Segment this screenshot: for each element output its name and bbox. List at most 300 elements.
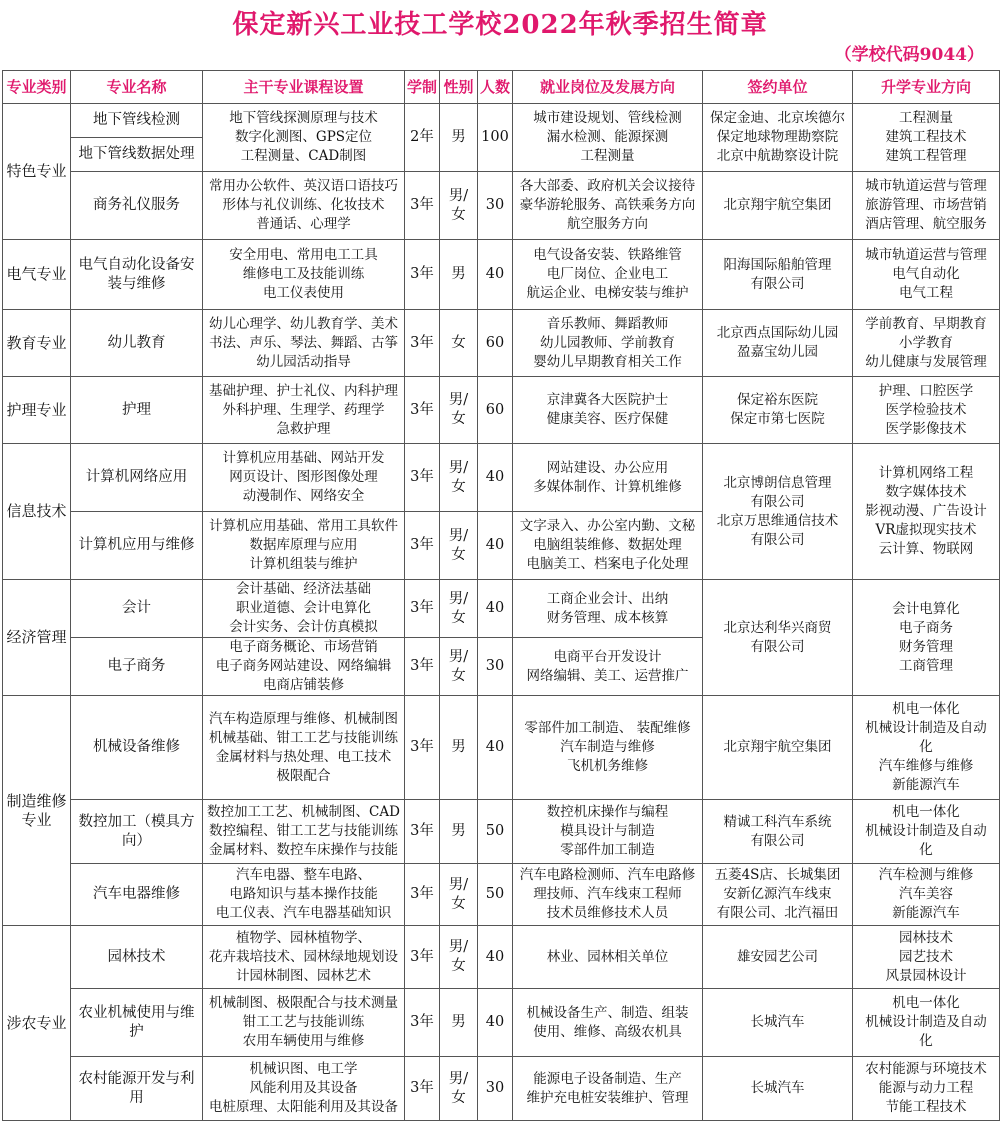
- count-cell: 30: [478, 172, 513, 240]
- partners-cell-line: 有限公司、北汽福田: [716, 905, 839, 921]
- partners-cell-line: 精诚工科汽车系统: [723, 813, 832, 830]
- jobs-cell-line: 航空服务方向: [567, 216, 648, 232]
- courses-cell: [203, 638, 405, 696]
- courses-cell-line: 数字化测图、GPS定位: [234, 129, 373, 145]
- partners-cell-line: 长城汽车: [750, 1080, 805, 1096]
- courses-cell-line: 网页设计、图形图像处理: [229, 469, 378, 485]
- further-cell-line: 医学影像技术: [885, 420, 967, 437]
- table-row: [3, 1057, 1000, 1121]
- years-cell: 3年: [405, 1057, 440, 1121]
- courses-cell-line: 机械制图、极限配合与技术测量: [209, 995, 398, 1011]
- courses-cell-line: 电路知识与基本操作技能: [229, 886, 378, 902]
- further-cell-line: 医学检验技术: [885, 401, 967, 418]
- partners-cell-line: 保定裕东医院: [737, 392, 818, 408]
- further-cell-line: 护理、口腔医学: [878, 382, 974, 399]
- partners-cell-line: 北京西点国际幼儿园: [716, 325, 839, 341]
- further-cell-line: 汽车检测与维修: [878, 867, 974, 883]
- partners-cell-line: 保定市第七医院: [730, 411, 825, 427]
- further-cell: [853, 580, 1000, 696]
- jobs-cell-line: 工程测量: [580, 148, 635, 164]
- courses-cell: [203, 310, 405, 377]
- courses-cell: [203, 989, 405, 1057]
- courses-cell-line: 机械识图、电工学: [249, 1061, 358, 1077]
- count-cell: 50: [478, 864, 513, 926]
- further-cell-line: 影视动漫、广告设计: [865, 503, 987, 519]
- jobs-cell-line: 零部件加工制造: [560, 842, 655, 858]
- jobs-cell-line: 各大部委、政府机关会议接待: [519, 178, 696, 194]
- partners-cell-line: 长城汽车: [750, 1014, 805, 1030]
- courses-cell-line: 会计基础、经济法基础: [236, 581, 371, 597]
- courses-cell-line: 数控编程、钳工工艺与技能训练: [209, 823, 398, 839]
- further-cell-line: 新能源汽车: [892, 905, 960, 921]
- courses-cell-line: 金属材料、数控车床操作与技能: [209, 842, 398, 858]
- jobs-cell-line: 林业、园林相关单位: [546, 948, 669, 965]
- courses-cell-line: 电桩原理、太阳能利用及其设备: [209, 1099, 398, 1115]
- further-cell-line: VR虚拟现实技术: [875, 522, 977, 538]
- count-cell: 40: [478, 989, 513, 1057]
- gender-cell: 男: [440, 989, 478, 1057]
- partners-cell: [703, 580, 853, 696]
- gender-cell: 男: [440, 800, 478, 864]
- years-cell: 3年: [405, 800, 440, 864]
- major-cell: 园林技术: [71, 926, 203, 989]
- count-cell: 40: [478, 512, 513, 580]
- jobs-cell: [513, 638, 703, 696]
- further-cell-line: 园艺技术: [899, 948, 953, 965]
- jobs-cell: [513, 580, 703, 638]
- jobs-cell-line: 理技师、汽车线束工程师: [533, 886, 682, 902]
- jobs-cell-line: 飞机机务维修: [567, 758, 648, 774]
- category-cell: 特色专业: [3, 104, 71, 240]
- jobs-cell: [513, 989, 703, 1057]
- partners-cell-line: 有限公司: [750, 493, 805, 510]
- jobs-cell-line: 电气设备安装、铁路维管: [533, 247, 682, 263]
- school-code: （学校代码9044）: [834, 45, 984, 65]
- courses-cell-line: 工程测量、CAD制图: [240, 148, 367, 164]
- partners-cell: [703, 926, 853, 989]
- gender-cell: 女: [440, 310, 478, 377]
- further-cell-line: 风景园林设计: [885, 967, 967, 984]
- courses-cell-line: 电商店铺装修: [263, 677, 344, 693]
- jobs-cell-line: 技术员维修技术人员: [546, 905, 669, 921]
- further-cell-line: 化: [919, 739, 933, 755]
- further-cell-line: 园林技术: [899, 929, 953, 946]
- jobs-cell-line: 网络编辑、美工、运营推广: [526, 667, 689, 684]
- further-cell-line: 城市轨道运营与管理: [865, 247, 987, 263]
- header-category: 专业类别: [3, 71, 71, 104]
- partners-cell-line: 盈嘉宝幼儿园: [737, 344, 818, 360]
- courses-cell: [203, 172, 405, 240]
- count-cell: 40: [478, 696, 513, 800]
- courses-cell-line: 机械基础、钳工工艺与技能训练: [209, 729, 398, 746]
- courses-cell-line: 动漫制作、网络安全: [242, 488, 365, 504]
- courses-cell-line: 计园林制图、园林艺术: [236, 967, 371, 984]
- courses-cell-line: 计算机应用基础、常用工具软件: [209, 518, 398, 534]
- courses-cell-line: 数据库原理与应用: [249, 537, 358, 553]
- table-row: [3, 989, 1000, 1057]
- jobs-cell-line: 幼儿园教师、学前教育: [540, 334, 675, 351]
- header-gender: 性别: [440, 71, 478, 104]
- further-cell-line: 学前教育、早期教育: [865, 315, 987, 332]
- partners-cell-line: 有限公司: [750, 531, 805, 548]
- gender-cell: 男/女: [440, 444, 478, 512]
- jobs-cell-line: 汽车电路检测师、汽车电路修: [519, 867, 696, 883]
- jobs-cell-line: 城市建设规划、管线检测: [533, 110, 682, 126]
- courses-cell-line: 外科护理、生理学、药理学: [222, 401, 385, 418]
- partners-cell-line: 安新亿源汽车线束: [723, 886, 832, 902]
- courses-cell-line: 维修电工及技能训练: [242, 266, 365, 282]
- jobs-cell-line: 网站建设、办公应用: [546, 459, 669, 476]
- years-cell: 3年: [405, 864, 440, 926]
- partners-cell: [703, 444, 853, 580]
- years-cell: 3年: [405, 444, 440, 512]
- jobs-cell-line: 多媒体制作、计算机维修: [533, 478, 682, 495]
- count-cell: 30: [478, 1057, 513, 1121]
- table-row: [3, 696, 1000, 800]
- gender-cell: 男: [440, 104, 478, 172]
- jobs-cell-line: 婴幼儿早期教育相关工作: [533, 353, 682, 370]
- courses-cell: [203, 377, 405, 444]
- table-row: [3, 800, 1000, 864]
- courses-cell: [203, 444, 405, 512]
- gender-cell: 男/女: [440, 512, 478, 580]
- category-cell: 经济管理: [3, 580, 71, 696]
- gender-cell: 男/女: [440, 926, 478, 989]
- further-cell-line: 计算机网络工程: [878, 465, 974, 481]
- courses-cell-line: 植物学、园林植物学、: [236, 929, 371, 946]
- jobs-cell-line: 数控机床操作与编程: [546, 804, 669, 820]
- jobs-cell-line: 漏水检测、能源探测: [546, 129, 669, 145]
- category-cell: 教育专业: [3, 310, 71, 377]
- jobs-cell-line: 电厂岗位、企业电工: [546, 266, 669, 282]
- gender-cell: 男/女: [440, 377, 478, 444]
- partners-cell-line: 北京万思维通信技术: [716, 512, 839, 529]
- partners-cell-line: 雄安园艺公司: [737, 948, 818, 965]
- jobs-cell: [513, 864, 703, 926]
- further-cell-line: 数字媒体技术: [885, 484, 967, 500]
- courses-cell-line: 电工仪表、汽车电器基础知识: [215, 905, 392, 921]
- partners-cell: [703, 989, 853, 1057]
- jobs-cell-line: 音乐教师、舞蹈教师: [546, 315, 669, 332]
- count-cell: 50: [478, 800, 513, 864]
- partners-cell-line: 有限公司: [750, 832, 805, 849]
- count-cell: 60: [478, 377, 513, 444]
- further-cell-line: 云计算、物联网: [878, 541, 974, 557]
- courses-cell: [203, 696, 405, 800]
- jobs-cell-line: 航运企业、电梯安装与维护: [526, 285, 689, 301]
- major-cell: 地下管线数据处理: [71, 138, 203, 172]
- further-cell-line: 汽车维修与维修: [878, 758, 974, 774]
- gender-cell: 男: [440, 240, 478, 310]
- years-cell: 3年: [405, 926, 440, 989]
- jobs-cell-line: 豪华游轮服务、高铁乘务方向: [519, 197, 696, 213]
- years-cell: 3年: [405, 377, 440, 444]
- courses-cell-line: 汽车电器、整车电路、: [236, 867, 371, 883]
- partners-cell: [703, 800, 853, 864]
- gender-cell: 男/女: [440, 638, 478, 696]
- further-cell-line: 建筑工程管理: [885, 148, 967, 164]
- major-cell: 农村能源开发与利用: [71, 1057, 203, 1121]
- category-cell: 制造维修专业: [3, 696, 71, 926]
- courses-cell-line: 电子商务网站建设、网络编辑: [215, 658, 392, 674]
- further-cell-line: 农村能源与环境技术: [865, 1061, 987, 1077]
- further-cell-line: 电气自动化: [892, 266, 960, 282]
- courses-cell-line: 幼儿心理学、幼儿教育学、美术: [209, 315, 398, 332]
- jobs-cell-line: 京津冀各大医院护士: [546, 392, 669, 408]
- count-cell: 40: [478, 580, 513, 638]
- courses-cell: [203, 800, 405, 864]
- partners-cell-line: 北京翔宇航空集团: [723, 739, 832, 755]
- count-cell: 40: [478, 926, 513, 989]
- category-cell: 涉农专业: [3, 926, 71, 1121]
- jobs-cell: [513, 310, 703, 377]
- page-title: 保定新兴工业技工学校2022年秋季招生简章: [232, 10, 768, 40]
- jobs-cell: [513, 800, 703, 864]
- further-cell-line: 机电一体化: [892, 995, 960, 1011]
- gender-cell: 男: [440, 696, 478, 800]
- further-cell: [853, 310, 1000, 377]
- years-cell: 3年: [405, 638, 440, 696]
- courses-cell-line: 电子商务概论、市场营销: [229, 639, 378, 655]
- further-cell: [853, 696, 1000, 800]
- courses-cell-line: 金属材料与热处理、电工技术: [215, 748, 392, 765]
- partners-cell-line: 保定金迪、北京埃德尔: [710, 110, 845, 126]
- further-cell: [853, 800, 1000, 864]
- major-cell: 地下管线检测: [71, 104, 203, 138]
- courses-cell-line: 书法、声乐、琴法、舞蹈、古筝: [209, 334, 398, 351]
- partners-cell: [703, 1057, 853, 1121]
- further-cell-line: 财务管理: [899, 638, 953, 655]
- jobs-cell: [513, 377, 703, 444]
- jobs-cell: [513, 926, 703, 989]
- further-cell-line: 机电一体化: [892, 701, 960, 717]
- table-row: [3, 377, 1000, 444]
- gender-cell: 男/女: [440, 580, 478, 638]
- further-cell-line: 酒店管理、航空服务: [865, 216, 987, 232]
- further-cell-line: 节能工程技术: [885, 1099, 967, 1115]
- further-cell-line: 机电一体化: [892, 804, 960, 820]
- jobs-cell: [513, 1057, 703, 1121]
- jobs-cell-line: 电商平台开发设计: [553, 648, 662, 665]
- further-cell-line: 新能源汽车: [892, 777, 960, 793]
- further-cell-line: 化: [919, 1033, 933, 1049]
- partners-cell: [703, 104, 853, 172]
- further-cell: [853, 104, 1000, 172]
- count-cell: 100: [478, 104, 513, 172]
- further-cell-line: 能源与动力工程: [878, 1080, 974, 1096]
- table-row: [3, 240, 1000, 310]
- further-cell-line: 工商管理: [899, 657, 953, 674]
- major-cell: 护理: [71, 377, 203, 444]
- courses-cell-line: 幼儿园活动指导: [256, 353, 351, 370]
- jobs-cell-line: 模具设计与制造: [560, 823, 655, 839]
- jobs-cell-line: 健康美容、医疗保健: [546, 411, 669, 427]
- courses-cell-line: 汽车构造原理与维修、机械制图: [209, 710, 398, 727]
- further-cell-line: 化: [919, 842, 933, 858]
- partners-cell-line: 北京中航勘察设计院: [716, 148, 839, 164]
- partners-cell-line: 有限公司: [750, 275, 805, 292]
- partners-cell: [703, 172, 853, 240]
- courses-cell-line: 极限配合: [276, 767, 331, 784]
- further-cell-line: 电气工程: [899, 285, 953, 301]
- courses-cell-line: 会计实务、会计仿真模拟: [229, 619, 378, 635]
- courses-cell: [203, 864, 405, 926]
- further-cell-line: 机械设计制造及自动: [865, 823, 987, 839]
- further-cell-line: 汽车美容: [899, 886, 953, 902]
- header-row: [3, 71, 1000, 104]
- further-cell: [853, 1057, 1000, 1121]
- partners-cell-line: 北京翔宇航空集团: [723, 197, 832, 213]
- years-cell: 3年: [405, 696, 440, 800]
- jobs-cell-line: 机械设备生产、制造、组装: [526, 1004, 689, 1021]
- years-cell: 3年: [405, 172, 440, 240]
- years-cell: 2年: [405, 104, 440, 172]
- further-cell: [853, 240, 1000, 310]
- major-cell: 农业机械使用与维护: [71, 989, 203, 1057]
- courses-cell-line: 花卉栽培技术、园林绿地规划设: [209, 948, 398, 965]
- jobs-cell-line: 汽车制造与维修: [560, 739, 655, 755]
- jobs-cell: [513, 444, 703, 512]
- jobs-cell: [513, 240, 703, 310]
- courses-cell-line: 普通话、心理学: [256, 216, 351, 232]
- further-cell: [853, 926, 1000, 989]
- courses-cell-line: 职业道德、会计电算化: [236, 600, 371, 616]
- category-cell: 信息技术: [3, 444, 71, 580]
- further-cell-line: 旅游管理、市场营销: [865, 197, 987, 213]
- courses-cell-line: 基础护理、护士礼仪、内科护理: [209, 382, 398, 399]
- further-cell: [853, 172, 1000, 240]
- partners-cell-line: 五菱4S店、长城集团: [714, 867, 841, 883]
- partners-cell: [703, 864, 853, 926]
- major-cell: 电气自动化设备安装与维修: [71, 240, 203, 310]
- major-cell: 计算机网络应用: [71, 444, 203, 512]
- further-cell-line: 机械设计制造及自动: [865, 1014, 987, 1030]
- header-courses: 主干专业课程设置: [203, 71, 405, 104]
- partners-cell: [703, 696, 853, 800]
- courses-cell: [203, 240, 405, 310]
- courses-cell-line: 钳工工艺与技能训练: [242, 1014, 365, 1030]
- further-cell-line: 电子商务: [899, 619, 953, 636]
- further-cell-line: 城市轨道运营与管理: [865, 178, 987, 194]
- courses-cell: [203, 926, 405, 989]
- table-row: [3, 580, 1000, 638]
- courses-cell-line: 计算机应用基础、网站开发: [222, 450, 385, 466]
- major-cell: 幼儿教育: [71, 310, 203, 377]
- header-count: 人数: [478, 71, 513, 104]
- header: [0, 0, 1000, 70]
- courses-cell-line: 计算机组装与维护: [249, 556, 358, 572]
- partners-cell-line: 保定地球物理勘察院: [716, 129, 839, 145]
- header-years: 学制: [405, 71, 440, 104]
- partners-cell-line: 有限公司: [750, 638, 805, 655]
- partners-cell-line: 北京达利华兴商贸: [723, 619, 832, 636]
- jobs-cell-line: 能源电子设备制造、生产: [533, 1070, 682, 1087]
- jobs-cell: [513, 104, 703, 172]
- courses-cell-line: 风能利用及其设备: [249, 1080, 358, 1096]
- years-cell: 3年: [405, 310, 440, 377]
- table-row: [3, 104, 1000, 138]
- jobs-cell-line: 工商企业会计、出纳: [546, 590, 669, 607]
- jobs-cell-line: 财务管理、成本核算: [546, 609, 669, 626]
- category-cell: 护理专业: [3, 377, 71, 444]
- years-cell: 3年: [405, 240, 440, 310]
- courses-cell: [203, 512, 405, 580]
- years-cell: 3年: [405, 512, 440, 580]
- table-row: [3, 310, 1000, 377]
- jobs-cell-line: 电脑美工、档案电子化处理: [526, 556, 689, 572]
- jobs-cell: [513, 512, 703, 580]
- courses-cell-line: 农用车辆使用与维修: [242, 1033, 365, 1049]
- courses-cell-line: 电工仪表使用: [263, 285, 344, 301]
- major-cell: 机械设备维修: [71, 696, 203, 800]
- further-cell-line: 机械设计制造及自动: [865, 720, 987, 736]
- further-cell: [853, 864, 1000, 926]
- count-cell: 60: [478, 310, 513, 377]
- table-row: [3, 444, 1000, 512]
- major-cell: 电子商务: [71, 638, 203, 696]
- gender-cell: 男/女: [440, 1057, 478, 1121]
- partners-cell: [703, 240, 853, 310]
- further-cell-line: 幼儿健康与发展管理: [865, 353, 987, 370]
- courses-cell-line: 急救护理: [276, 420, 331, 437]
- header-major: 专业名称: [71, 71, 203, 104]
- partners-cell: [703, 310, 853, 377]
- header-partners: 签约单位: [703, 71, 853, 104]
- courses-cell-line: 形体与礼仪训练、化妆技术: [222, 197, 385, 213]
- further-cell-line: 小学教育: [899, 334, 953, 351]
- courses-cell-line: 数控加工工艺、机械制图、CAD: [207, 804, 400, 820]
- count-cell: 30: [478, 638, 513, 696]
- courses-cell: [203, 580, 405, 638]
- table-row: [3, 172, 1000, 240]
- further-cell: [853, 377, 1000, 444]
- gender-cell: 男/女: [440, 172, 478, 240]
- years-cell: 3年: [405, 580, 440, 638]
- table-row: [3, 926, 1000, 989]
- major-cell: 数控加工（模具方向）: [71, 800, 203, 864]
- courses-cell: [203, 1057, 405, 1121]
- further-cell-line: 工程测量: [899, 110, 953, 126]
- jobs-cell-line: 使用、维修、高级农机具: [533, 1023, 682, 1040]
- further-cell: [853, 989, 1000, 1057]
- major-cell: 会计: [71, 580, 203, 638]
- major-cell: 计算机应用与维修: [71, 512, 203, 580]
- jobs-cell-line: 维护充电桩安装维护、管理: [526, 1089, 689, 1106]
- courses-cell-line: 常用办公软件、英汉语口语技巧: [209, 178, 398, 194]
- courses-cell-line: 安全用电、常用电工工具: [229, 247, 378, 263]
- partners-cell: [703, 377, 853, 444]
- jobs-cell-line: 电脑组装维修、数据处理: [533, 537, 682, 553]
- further-cell-line: 会计电算化: [892, 600, 960, 617]
- count-cell: 40: [478, 240, 513, 310]
- partners-cell-line: 北京博朗信息管理: [723, 474, 832, 491]
- jobs-cell: [513, 696, 703, 800]
- courses-cell: [203, 104, 405, 172]
- count-cell: 40: [478, 444, 513, 512]
- table-row: [3, 864, 1000, 926]
- header-jobs: 就业岗位及发展方向: [513, 71, 703, 104]
- further-cell-line: 建筑工程技术: [885, 129, 967, 145]
- major-cell: 商务礼仪服务: [71, 172, 203, 240]
- jobs-cell-line: 文字录入、办公室内勤、文秘: [519, 518, 696, 534]
- courses-cell-line: 地下管线探测原理与技术: [229, 110, 378, 126]
- years-cell: 3年: [405, 989, 440, 1057]
- admission-table: [2, 70, 1000, 1121]
- category-cell: 电气专业: [3, 240, 71, 310]
- partners-cell-line: 阳海国际船舶管理: [723, 256, 832, 273]
- jobs-cell: [513, 172, 703, 240]
- jobs-cell-line: 零部件加工制造、 装配维修: [524, 720, 691, 736]
